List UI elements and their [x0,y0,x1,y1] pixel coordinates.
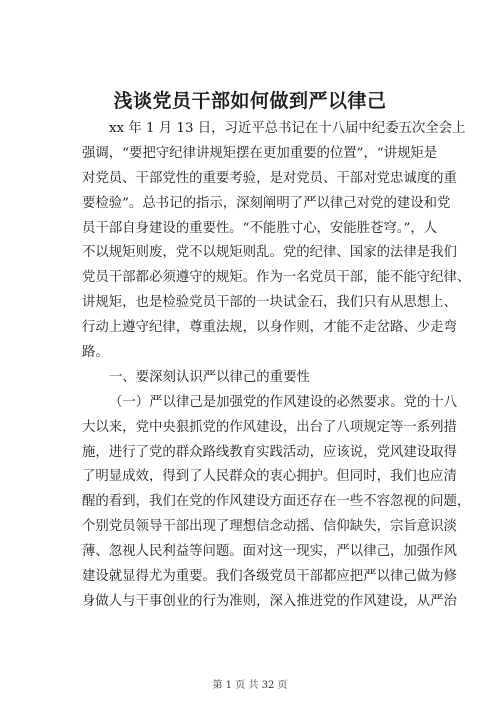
paragraph-line: 员干部自身建设的重要性。“不能胜寸心，安能胜苍穹。”，人 [82,220,438,236]
paragraph-line: 建设就显得尤为重要。我们各级党员干部都应把严以律己做为修 [82,569,457,585]
paragraph-line: 醒的看到，我们在党的作风建设方面还存在一些不容忽视的问题， [82,494,471,510]
paragraph-line: 了明显成效，得到了人民群众的衷心拥护。但同时，我们也应清 [82,469,457,485]
paragraph-line: 不以规矩则废，党不以规矩则乱。党的纪律、国家的法律是我们 [82,245,457,261]
paragraph-line: 个别党员领导干部出现了理想信念动摇、信仰缺失，宗旨意识淡 [82,519,457,535]
paragraph-line: （一）严以律己是加强党的作风建设的必然要求。党的十八 [109,394,458,410]
paragraph-line: xx 年 1 月 13 日，习近平总书记在十八届中纪委五次全会上 [109,121,466,136]
page-footer: 第 1 页 共 32 页 [212,680,288,691]
section-heading: 一、要深刻认识严以律己的重要性 [109,369,310,385]
paragraph-line: 行动上遵守纪律，尊重法规，以身作则，才能不走岔路、少走弯 [82,320,457,336]
paragraph-line: 薄、忽视人民利益等问题。面对这一现实，严以律己，加强作风 [82,544,457,560]
paragraph-line: 大以来，党中央狠抓党的作风建设，出台了八项规定等一系列措 [82,419,457,435]
paragraph-line: 党员干部都必须遵守的规矩。作为一名党员干部，能不能守纪律、 [82,270,471,286]
paragraph-line: 对党员、干部党性的重要考验，是对党员、干部对党忠诚度的重 [82,170,457,186]
paragraph-line: 要检验”。总书记的指示，深刻阐明了严以律己对党的建设和党 [82,195,451,211]
document-body [82,117,471,615]
paragraph-line: 施，进行了党的群众路线教育实践活动，应该说，党风建设取得 [82,444,457,460]
paragraph-line: 强调，“要把守纪律讲规矩摆在更加重要的位置”，“讲规矩是 [82,145,438,161]
paragraph-line: 讲规矩，也是检验党员干部的一块试金石，我们只有从思想上、 [82,295,457,311]
paragraph-line: 路。 [82,345,109,361]
document-title: 浅谈党员干部如何做到严以律己 [113,90,387,112]
paragraph-line: 身做人与干事创业的行为准则，深入推进党的作风建设，从严治 [82,593,457,609]
